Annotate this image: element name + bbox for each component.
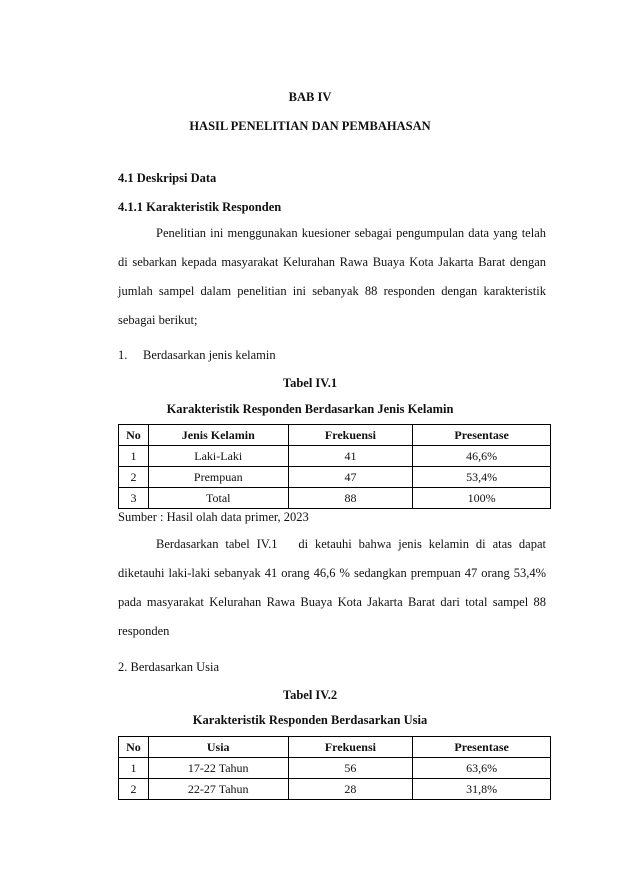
cell: 1 [119, 758, 149, 779]
table-row [119, 488, 551, 509]
cell: 47 [288, 467, 413, 488]
chapter-number: BAB IV [288, 90, 332, 104]
cell: 53,4% [413, 467, 551, 488]
intro-line-2: di sebarkan kepada masyarakat Kelurahan Rawa Buaya Kota Jakarta Barat dengan [118, 255, 546, 269]
table-header-row [119, 425, 551, 446]
cell: 56 [288, 758, 413, 779]
table2-caption: Karakteristik Responden Berdasarkan Usia [192, 713, 428, 727]
para2-line-3: pada masyarakat Kelurahan Rawa Buaya Kota Jakarta Barat dari total sampel 88 [118, 595, 546, 609]
cell: Total [148, 488, 288, 509]
table-row [119, 758, 551, 779]
intro-line-3: jumlah sampel dalam penelitian ini sebanyak 88 responden dengan karakteristik [118, 284, 546, 298]
table2-label: Tabel IV.2 [282, 688, 338, 702]
section-heading: 4.1 Deskripsi Data [118, 171, 217, 185]
header-no: No [119, 425, 149, 446]
cell: 46,6% [413, 446, 551, 467]
cell: 22-27 Tahun [148, 779, 288, 800]
cell: 3 [119, 488, 149, 509]
subsection-heading: 4.1.1 Karakteristik Responden [118, 200, 282, 214]
table-row [119, 779, 551, 800]
table-row [119, 467, 551, 488]
chapter-title: HASIL PENELITIAN DAN PEMBAHASAN [189, 119, 431, 133]
header-percentage: Presentase [413, 425, 551, 446]
header-no: No [119, 737, 149, 758]
cell: 100% [413, 488, 551, 509]
header-frequency: Frekuensi [288, 737, 413, 758]
cell: 28 [288, 779, 413, 800]
table-gender [118, 424, 551, 509]
table1-caption: Karakteristik Responden Berdasarkan Jenis Kelamin [166, 402, 454, 416]
table1-source: Sumber : Hasil olah data primer, 2023 [118, 510, 309, 524]
para2-line-2: diketauhi laki-laki sebanyak 41 orang 46,6 % sedangkan prempuan 47 orang 53,4% [118, 566, 546, 580]
cell: 63,6% [413, 758, 551, 779]
intro-line-1: Penelitian ini menggunakan kuesioner sebagai pengumpulan data yang telah [156, 226, 546, 240]
cell: Laki-Laki [148, 446, 288, 467]
table-header-row [119, 737, 551, 758]
cell: Prempuan [148, 467, 288, 488]
cell: 1 [119, 446, 149, 467]
list-item-age: 2. Berdasarkan Usia [118, 660, 220, 674]
cell: 2 [119, 467, 149, 488]
para2-line-1: Berdasarkan tabel IV.1 di ketauhi bahwa jenis kelamin di atas dapat [156, 537, 546, 551]
header-gender: Jenis Kelamin [148, 425, 288, 446]
header-age: Usia [148, 737, 288, 758]
para2-line-4: responden [118, 624, 170, 638]
intro-line-4: sebagai berikut; [118, 313, 198, 327]
cell: 41 [288, 446, 413, 467]
table1-label: Tabel IV.1 [282, 376, 338, 390]
header-percentage: Presentase [413, 737, 551, 758]
table-row [119, 446, 551, 467]
list-item-gender: 1. Berdasarkan jenis kelamin [118, 348, 276, 362]
cell: 17-22 Tahun [148, 758, 288, 779]
cell: 2 [119, 779, 149, 800]
table-age [118, 736, 551, 800]
cell: 88 [288, 488, 413, 509]
header-frequency: Frekuensi [288, 425, 413, 446]
cell: 31,8% [413, 779, 551, 800]
